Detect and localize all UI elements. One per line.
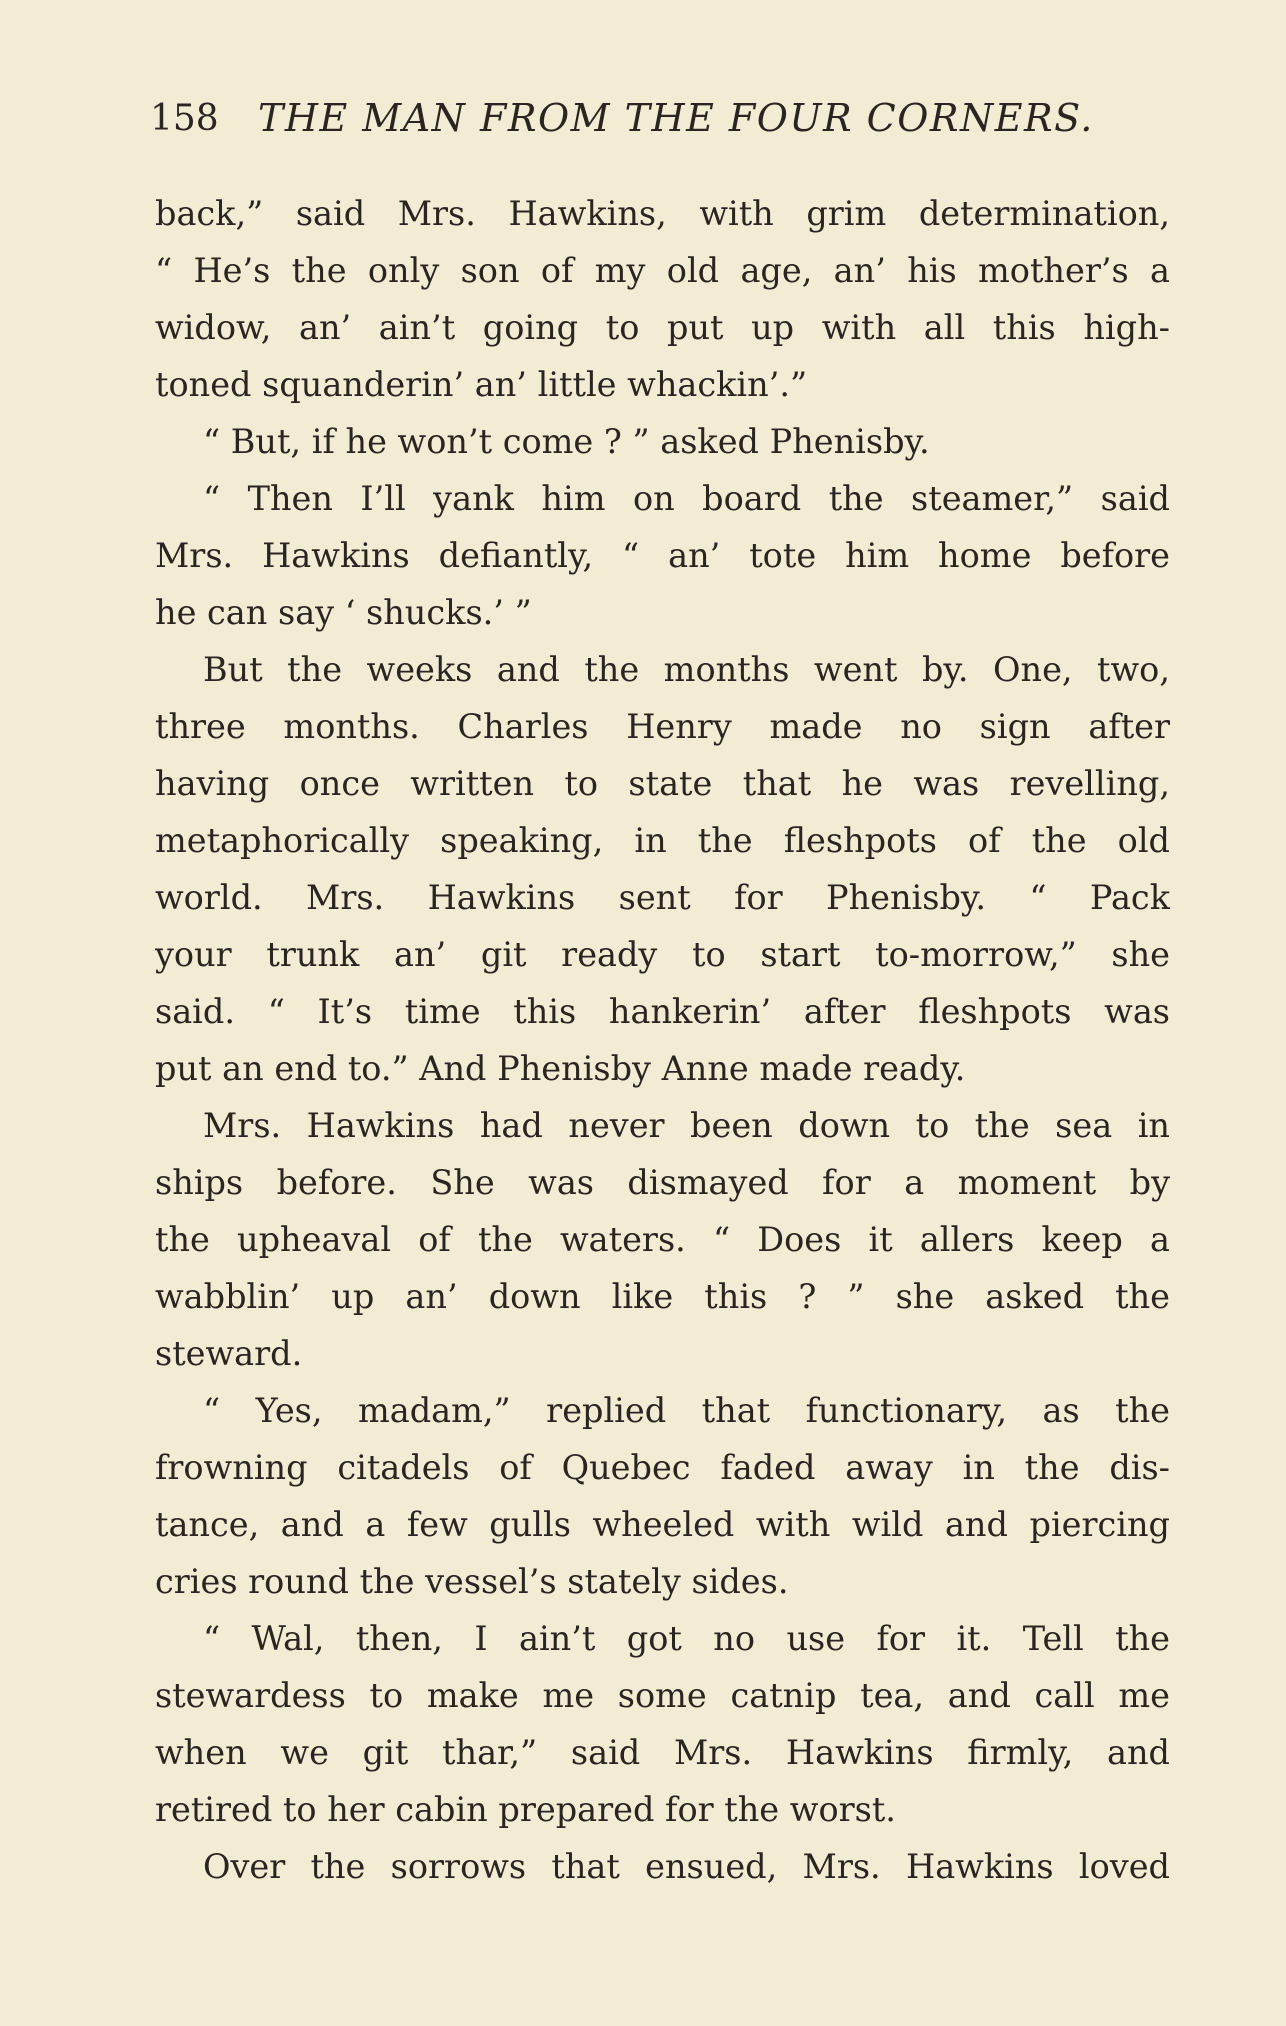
text-line: wabblin’ up an’ down like this ? ” she asked the bbox=[155, 1277, 1170, 1316]
text-line: frowning citadels of Quebec faded away in the dis- bbox=[155, 1448, 1170, 1487]
body-text bbox=[155, 185, 1170, 1895]
text-line: widow, an’ ain’t going to put up with all this high- bbox=[155, 308, 1170, 347]
text-line: “ Then I’ll yank him on board the steamer,” said bbox=[203, 479, 1170, 518]
text-line: back,” said Mrs. Hawkins, with grim determination, bbox=[155, 194, 1170, 233]
text-line: cries round the vessel’s stately sides. bbox=[155, 1562, 789, 1601]
text-line: “ Yes, madam,” replied that functionary, as the bbox=[203, 1391, 1170, 1430]
text-line: when we git thar,” said Mrs. Hawkins firmly, and bbox=[155, 1733, 1170, 1772]
text-line: “ Wal, then, I ain’t got no use for it. Tell the bbox=[203, 1619, 1170, 1658]
text-line: Mrs. Hawkins defiantly, “ an’ tote him home before bbox=[155, 536, 1170, 575]
text-line: toned squanderin’ an’ little whackin’.” bbox=[155, 365, 808, 404]
text-line: he can say ‘ shucks.’ ” bbox=[155, 593, 532, 632]
text-line: tance, and a few gulls wheeled with wild and piercing bbox=[155, 1505, 1170, 1544]
page-number: 158 bbox=[150, 98, 219, 139]
text-line: steward. bbox=[155, 1334, 303, 1373]
text-line: metaphorically speaking, in the fleshpots of the old bbox=[155, 821, 1170, 860]
page-header bbox=[150, 93, 1160, 143]
text-line: “ He’s the only son of my old age, an’ his mother’s a bbox=[155, 251, 1170, 290]
running-title: THE MAN FROM THE FOUR CORNERS. bbox=[258, 96, 1094, 140]
text-line: having once written to state that he was revelling, bbox=[155, 764, 1170, 803]
text-line: the upheaval of the waters. “ Does it allers keep a bbox=[155, 1220, 1170, 1259]
text-line: stewardess to make me some catnip tea, and call me bbox=[155, 1676, 1170, 1715]
text-line: your trunk an’ git ready to start to-morrow,” she bbox=[155, 935, 1170, 974]
text-line: world. Mrs. Hawkins sent for Phenisby. “ Pack bbox=[155, 878, 1170, 917]
text-line: said. “ It’s time this hankerin’ after fleshpots was bbox=[155, 992, 1170, 1031]
text-line: Mrs. Hawkins had never been down to the sea in bbox=[203, 1106, 1170, 1145]
text-line: three months. Charles Henry made no sign after bbox=[155, 707, 1170, 746]
text-line: “ But, if he won’t come ? ” asked Phenisby. bbox=[203, 422, 930, 461]
text-line: retired to her cabin prepared for the worst. bbox=[155, 1790, 896, 1829]
text-line: ships before. She was dismayed for a moment by bbox=[155, 1163, 1170, 1202]
text-line: Over the sorrows that ensued, Mrs. Hawkins loved bbox=[203, 1847, 1170, 1886]
text-line: put an end to.” And Phenisby Anne made ready. bbox=[155, 1049, 966, 1088]
text-line: But the weeks and the months went by. One, two, bbox=[203, 650, 1170, 689]
